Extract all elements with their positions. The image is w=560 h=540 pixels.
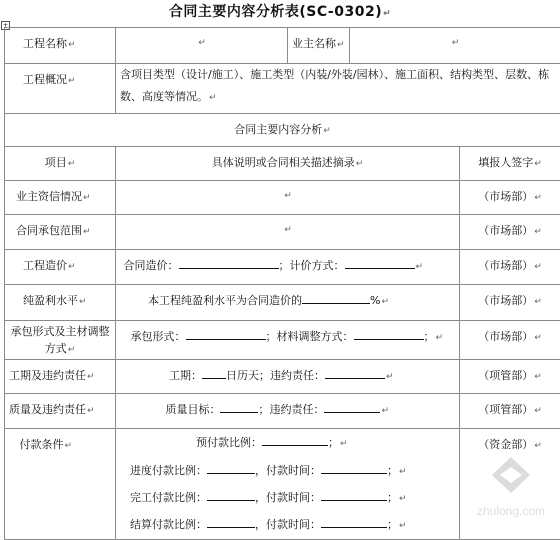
progress-line: 进度付款比例： ，付款时间： ；↵ (116, 454, 459, 485)
payment-field[interactable] (116, 429, 460, 540)
advance-line: 预付款比例： ；↵ (116, 429, 459, 454)
row-owner-credit (5, 181, 560, 215)
owner-name-field[interactable]: ↵ (350, 28, 560, 64)
label-contract-form: 承包形式及主材调整方式↵ (5, 321, 116, 360)
settlement-line: 结算付款比例： ，付款时间： ；↵ (116, 512, 459, 539)
profit-percent-blank[interactable] (302, 293, 370, 304)
contract-form-blank[interactable] (186, 329, 266, 340)
row-period (5, 360, 560, 394)
period-days-blank[interactable] (202, 368, 226, 379)
row-overview (5, 64, 560, 114)
owner-credit-field[interactable]: ↵ (116, 181, 460, 215)
label-owner-credit: 业主资信情况↵ (5, 181, 116, 215)
overview-text[interactable]: 含项目类型（设计/施工）、施工类型（内装/外装/园林）、施工面积、结构类型、层数、栋数、高度等情况。↵ (116, 64, 560, 114)
row-section-header (5, 114, 560, 147)
contract-price-blank[interactable] (179, 258, 279, 269)
quality-field[interactable]: 质量目标： ；违约责任： ↵ (116, 394, 460, 429)
progress-time-blank[interactable] (321, 463, 387, 474)
signer-quality[interactable]: （项管部）↵ (460, 394, 560, 429)
period-penalty-blank[interactable] (325, 368, 385, 379)
contract-scope-field[interactable]: ↵ (116, 215, 460, 250)
completion-ratio-blank[interactable] (207, 490, 255, 501)
row-contract-scope (5, 215, 560, 250)
signer-net-profit[interactable]: （市场部）↵ (460, 285, 560, 321)
title-text: 合同主要内容分析表(SC-0302) (169, 4, 382, 20)
label-net-profit: 纯盈利水平↵ (5, 285, 116, 321)
settlement-ratio-blank[interactable] (207, 517, 255, 528)
label-owner-name: 业主名称↵ (288, 28, 350, 64)
project-cost-field[interactable]: 合同造价： ；计价方式： ↵ (116, 250, 460, 285)
pricing-method-blank[interactable] (345, 258, 415, 269)
label-period: 工期及违约责任↵ (5, 360, 116, 394)
row-net-profit (5, 285, 560, 321)
signer-contract-scope[interactable]: （市场部）↵ (460, 215, 560, 250)
column-header-signer: 填报人签字↵ (460, 147, 560, 181)
signer-project-cost[interactable]: （市场部）↵ (460, 250, 560, 285)
label-contract-scope: 合同承包范围↵ (5, 215, 116, 250)
column-header-item: 项目↵ (5, 147, 116, 181)
net-profit-field[interactable]: 本工程纯盈利水平为合同造价的 %↵ (116, 285, 460, 321)
watermark-text: zhulong.com (477, 504, 545, 518)
material-adjust-blank[interactable] (354, 329, 424, 340)
label-quality: 质量及违约责任↵ (5, 394, 116, 429)
row-quality (5, 394, 560, 429)
completion-line: 完工付款比例： ，付款时间： ；↵ (116, 485, 459, 512)
completion-time-blank[interactable] (321, 490, 387, 501)
quality-target-blank[interactable] (220, 402, 258, 413)
row-contract-form (5, 321, 560, 360)
signer-payment[interactable]: （资金部）↵ (460, 429, 560, 540)
quality-penalty-blank[interactable] (324, 402, 380, 413)
label-project-name: 工程名称↵ (5, 28, 116, 64)
period-field[interactable]: 工期： 日历天；违约责任： ↵ (116, 360, 460, 394)
signer-period[interactable]: （项管部）↵ (460, 360, 560, 394)
advance-ratio-blank[interactable] (262, 435, 328, 446)
signer-owner-credit[interactable]: （市场部）↵ (460, 181, 560, 215)
row-project-cost (5, 250, 560, 285)
section-header: 合同主要内容分析↵ (5, 114, 560, 147)
label-payment: 付款条件↵ (5, 429, 116, 540)
row-column-headers (5, 147, 560, 181)
settlement-time-blank[interactable] (321, 517, 387, 528)
paragraph-mark: ↵ (383, 9, 391, 19)
progress-ratio-blank[interactable] (207, 463, 255, 474)
table-move-handle-icon[interactable]: + (1, 21, 10, 30)
signer-contract-form[interactable]: （市场部）↵ (460, 321, 560, 360)
column-header-description: 具体说明或合同相关描述摘录↵ (116, 147, 460, 181)
page-title (0, 1, 560, 21)
contract-form-field[interactable]: 承包形式： ；材料调整方式： ；↵ (116, 321, 460, 360)
project-name-field[interactable]: ↵ (116, 28, 288, 64)
label-overview: 工程概况↵ (5, 64, 116, 114)
row-project-name (5, 28, 560, 64)
label-project-cost: 工程造价↵ (5, 250, 116, 285)
watermark-logo (466, 453, 556, 523)
